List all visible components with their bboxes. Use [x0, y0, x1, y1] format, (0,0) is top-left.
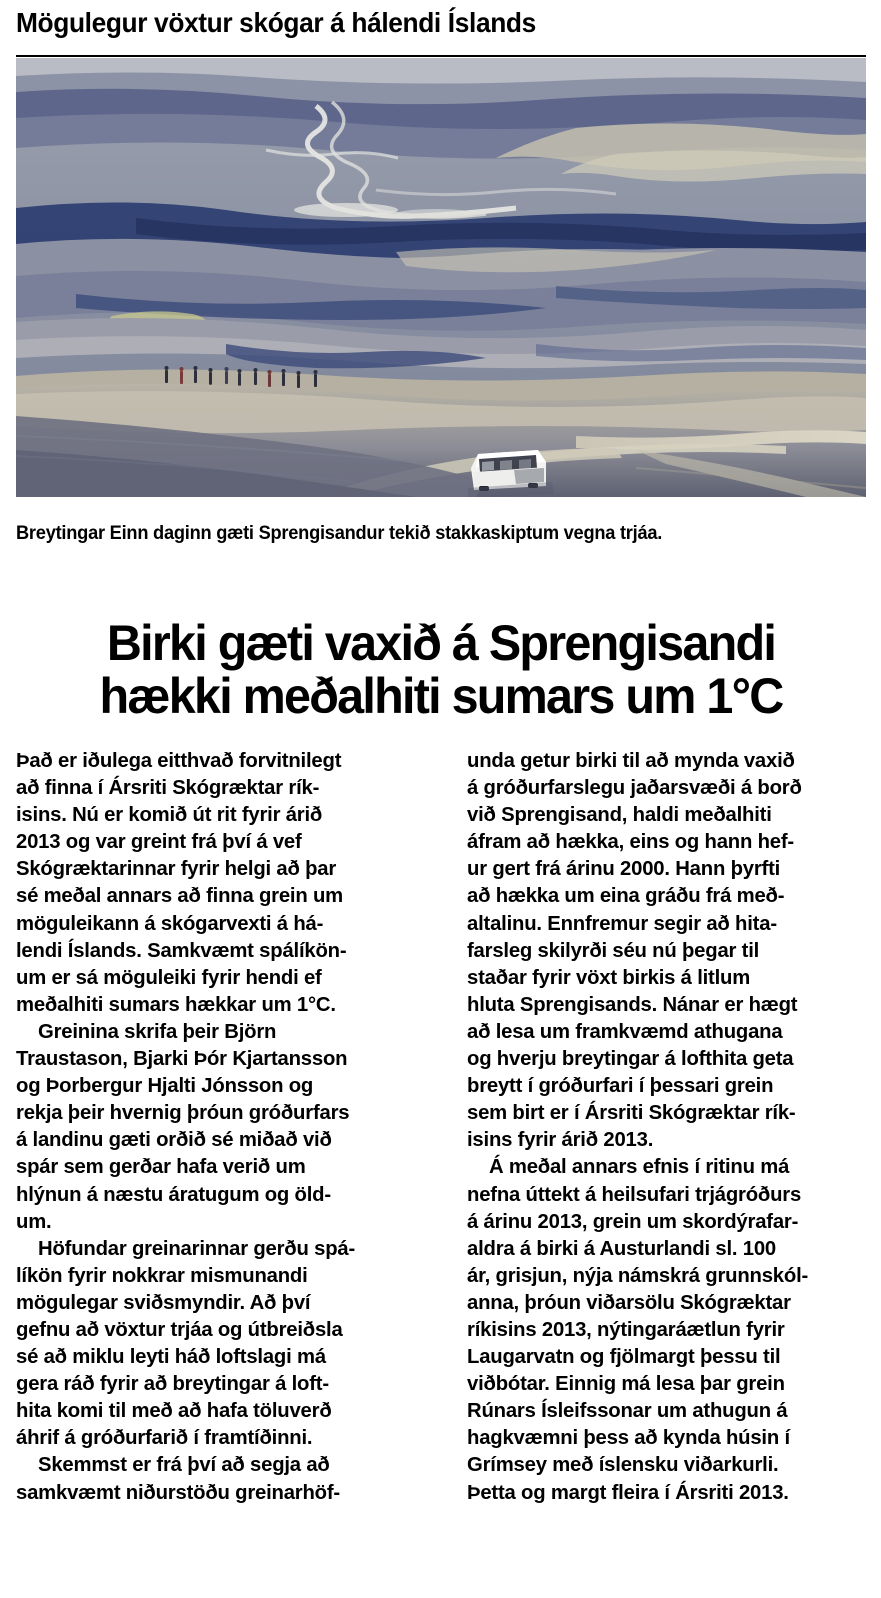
body-line: um er sá möguleiki fyrir hendi ef: [16, 966, 322, 989]
body-paragraph: [16, 1019, 415, 1236]
body-line: að hækka um eina gráðu frá með-: [467, 885, 785, 908]
body-line: Það er iðulega eitthvað forvitnilegt: [16, 750, 342, 772]
body-line: breytt í gróðurfari í þessari grein: [467, 1075, 774, 1098]
body-line: á árinu 2013, grein um skordýrafar-: [467, 1210, 799, 1233]
body-line: ríkisins 2013, nýtingaráætlun fyrir: [467, 1318, 785, 1341]
article-headline: [16, 614, 866, 724]
body-line: ur gert frá árinu 2000. Hann þyrfti: [467, 858, 781, 881]
tour-bus: [468, 450, 554, 497]
body-line: og hverju breytingar á lofthita geta: [467, 1048, 794, 1071]
body-line: hita komi til með að hafa töluverð: [16, 1400, 332, 1423]
body-line: sé að miklu leyti háð loftslagi má: [16, 1346, 326, 1369]
body-line: að finna í Ársriti Skógræktar rík-: [16, 777, 320, 800]
article-photo: [16, 58, 866, 497]
body-line: gera ráð fyrir að breytingar á loft-: [16, 1373, 329, 1396]
body-line: rekja þeir hvernig þróun gróðurfars: [16, 1102, 350, 1125]
body-line: og Þorbergur Hjalti Jónsson og: [16, 1075, 314, 1098]
body-line: á gróðurfarslegu jaðarsvæði á borð: [467, 777, 802, 800]
body-line: staðar fyrir vöxt birkis á litlum: [467, 966, 751, 989]
body-line: við Sprengisand, haldi meðalhiti: [467, 804, 772, 827]
body-column-right: [467, 748, 866, 1598]
body-line: unda getur birki til að mynda vaxið: [467, 750, 795, 772]
body-line: 2013 og var greint frá því á vef: [16, 831, 302, 854]
body-line: Grímsey með íslensku viðarkurli.: [467, 1454, 779, 1477]
body-paragraph: [16, 1452, 415, 1506]
body-line: meðalhiti sumars hækkar um 1°C.: [16, 993, 336, 1016]
body-line: isins. Nú er komið út rit fyrir árið: [16, 804, 323, 827]
body-line: farsleg skilyrði séu nú þegar til: [467, 939, 760, 962]
body-line: áhrif á gróðurfarið í framtíðinni.: [16, 1427, 313, 1450]
body-line: isins fyrir árið 2013.: [467, 1129, 654, 1152]
body-line: sé meðal annars að finna grein um: [16, 885, 344, 908]
headline-line-2: hækki meðalhiti sumars um 1°C: [99, 667, 783, 724]
body-line: ár, grisjun, nýja námskrá grunnskól-: [467, 1264, 809, 1287]
body-column-left: [16, 748, 415, 1598]
body-paragraph: [16, 748, 415, 1019]
page-title: Mögulegur vöxtur skógar á hálendi Íslands: [16, 7, 536, 38]
body-line: mögulegar sviðsmyndir. Að því: [16, 1291, 311, 1314]
body-line: á landinu gæti orðið sé miðað við: [16, 1129, 332, 1152]
highland-landscape-illustration: [16, 58, 866, 497]
body-line: sem birt er í Ársriti Skógræktar rík-: [467, 1102, 796, 1125]
caption-text: Einn daginn gæti Sprengisandur tekið stakkaskiptum vegna trjáa.: [104, 523, 663, 544]
body-line: nefna úttekt á heilsufari trjágróðurs: [467, 1183, 802, 1206]
body-line: Greinina skrifa þeir Björn: [38, 1020, 277, 1043]
body-line: viðbótar. Einnig má lesa þar grein: [467, 1373, 785, 1396]
body-line: Þetta og margt fleira í Ársriti 2013.: [467, 1481, 789, 1504]
body-line: Á meðal annars efnis í ritinu má: [489, 1156, 790, 1179]
body-line: samkvæmt niðurstöðu greinarhöf-: [16, 1481, 340, 1504]
body-line: Traustason, Bjarki Þór Kjartansson: [16, 1048, 348, 1071]
body-line: áfram að hækka, eins og hann hef-: [467, 831, 794, 854]
body-line: aldra á birki á Austurlandi sl. 100: [467, 1237, 776, 1260]
body-line: hagkvæmni þess að kynda húsin í: [467, 1427, 790, 1450]
body-line: hluta Sprengisands. Nánar er hægt: [467, 993, 798, 1016]
article-body: [16, 748, 866, 1598]
body-line: gefnu að vöxtur trjáa og útbreiðsla: [16, 1318, 343, 1341]
headline-line-1: Birki gæti vaxið á Sprengisandi: [106, 614, 776, 671]
body-line: hlýnun á næstu áratugum og öld-: [16, 1183, 331, 1206]
body-line: um.: [16, 1210, 52, 1233]
body-line: möguleikann á skógarvexti á há-: [16, 912, 324, 935]
body-paragraph: [467, 748, 866, 1154]
title-divider: [16, 55, 866, 57]
body-line: Skemmst er frá því að segja að: [38, 1454, 330, 1477]
body-line: Laugarvatn og fjölmargt þessu til: [467, 1346, 781, 1369]
body-line: Skógræktarinnar fyrir helgi að þar: [16, 858, 337, 881]
body-paragraph: [16, 1236, 415, 1453]
body-line: Rúnars Ísleifssonar um athugun á: [467, 1400, 788, 1423]
body-line: altalinu. Ennfremur segir að hita-: [467, 912, 777, 935]
body-line: Höfundar greinarinnar gerðu spá-: [38, 1237, 356, 1260]
photo-caption: [16, 522, 832, 546]
body-paragraph: [467, 1154, 866, 1506]
body-line: að lesa um framkvæmd athugana: [467, 1020, 783, 1043]
body-line: lendi Íslands. Samkvæmt spálíkön-: [16, 939, 347, 962]
body-line: líkön fyrir nokkrar mismunandi: [16, 1264, 308, 1287]
body-line: spár sem gerðar hafa verið um: [16, 1156, 306, 1179]
caption-lead: Breytingar: [16, 523, 105, 544]
body-line: anna, þróun viðarsölu Skógræktar: [467, 1291, 791, 1314]
